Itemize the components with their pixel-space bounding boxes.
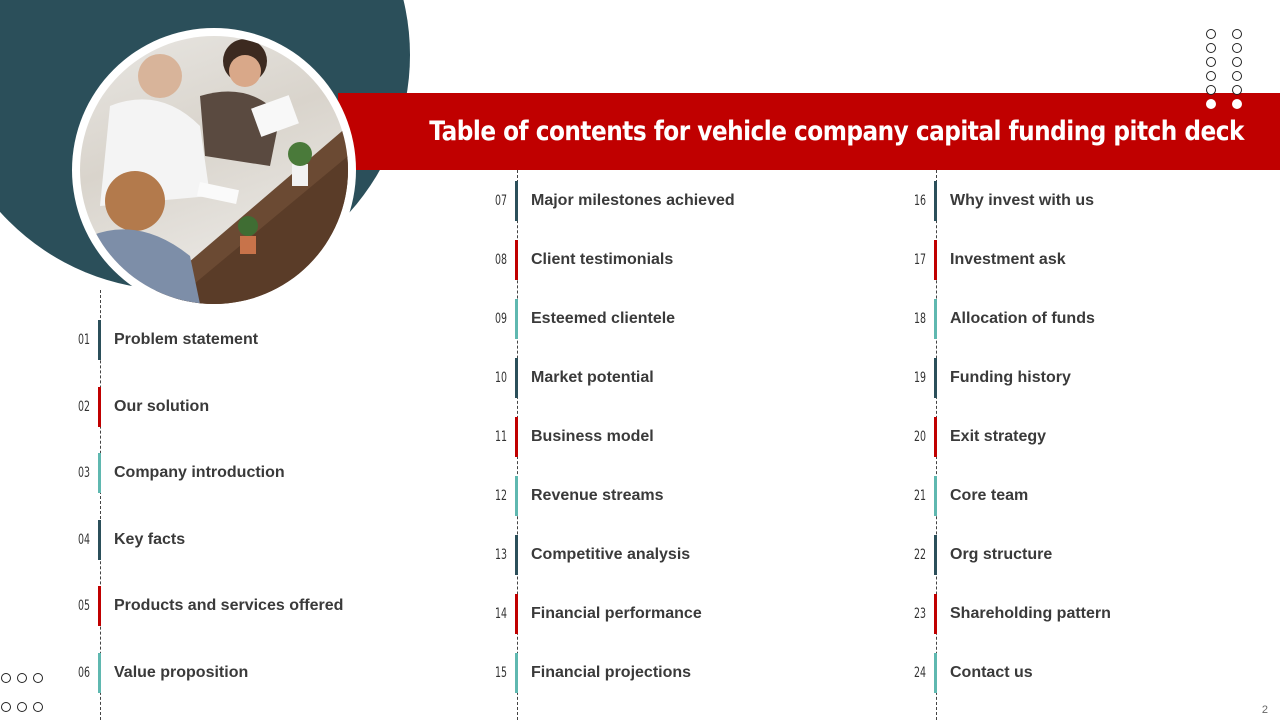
- toc-item-number: 11: [494, 429, 507, 445]
- toc-item-accent-bar: [515, 653, 518, 693]
- toc-item-number: 01: [77, 332, 90, 348]
- toc-item-accent-bar: [98, 387, 101, 427]
- toc-item[interactable]: [477, 358, 857, 398]
- toc-item[interactable]: [477, 240, 857, 280]
- toc-item-number: 08: [494, 252, 507, 268]
- slide-title: Table of contents for vehicle company capital funding pitch deck: [429, 116, 1244, 147]
- toc-item-number: 18: [913, 311, 926, 327]
- toc-item[interactable]: [60, 520, 440, 560]
- toc-item-label: Shareholding pattern: [950, 605, 1111, 622]
- toc-item[interactable]: [60, 653, 440, 693]
- toc-item-number: 19: [913, 370, 926, 386]
- toc-item-accent-bar: [515, 240, 518, 280]
- toc-item[interactable]: [477, 594, 857, 634]
- toc-item-label: Why invest with us: [950, 192, 1095, 209]
- toc-item-number: 14: [494, 606, 507, 622]
- toc-item-accent-bar: [515, 594, 518, 634]
- toc-item-accent-bar: [934, 299, 937, 339]
- toc-item-number: 07: [494, 193, 507, 209]
- toc-item-accent-bar: [98, 653, 101, 693]
- toc-item-label: Revenue streams: [531, 487, 664, 504]
- toc-item-label: Financial performance: [531, 605, 702, 622]
- toc-item[interactable]: [896, 358, 1276, 398]
- toc-item-number: 23: [913, 606, 926, 622]
- toc-item-number: 06: [77, 665, 90, 681]
- toc-item-number: 04: [77, 531, 90, 548]
- toc-item[interactable]: [60, 320, 440, 360]
- toc-item-number: 24: [913, 665, 926, 681]
- dot-grid-decoration: [1206, 29, 1250, 113]
- toc-item-label: Market potential: [531, 369, 654, 386]
- toc-item-number: 05: [77, 598, 90, 615]
- toc-item-label: Financial projections: [531, 664, 692, 681]
- toc-item-label: Products and services offered: [114, 597, 344, 615]
- toc-item[interactable]: [477, 299, 857, 339]
- toc-item-number: 13: [494, 547, 507, 563]
- toc-item-label: Problem statement: [114, 331, 259, 348]
- toc-item-accent-bar: [934, 240, 937, 280]
- toc-item-label: Contact us: [950, 664, 1033, 681]
- toc-item[interactable]: [477, 653, 857, 693]
- toc-item-accent-bar: [934, 535, 937, 575]
- toc-item-accent-bar: [934, 358, 937, 398]
- toc-item-number: 10: [494, 370, 507, 386]
- toc-item-accent-bar: [934, 476, 937, 516]
- toc-item-label: Business model: [531, 428, 654, 445]
- toc-item[interactable]: [896, 240, 1276, 280]
- toc-item-number: 21: [913, 488, 926, 504]
- toc-item[interactable]: [60, 387, 440, 427]
- toc-item-accent-bar: [934, 181, 937, 221]
- toc-item-accent-bar: [515, 299, 518, 339]
- toc-item-accent-bar: [934, 417, 937, 457]
- toc-item-number: 03: [77, 465, 90, 482]
- toc-item[interactable]: [896, 476, 1276, 516]
- toc-item-label: Esteemed clientele: [531, 310, 676, 327]
- toc-item[interactable]: [477, 417, 857, 457]
- toc-item-label: Company introduction: [114, 464, 285, 482]
- toc-item-label: Org structure: [950, 546, 1053, 563]
- toc-item-label: Major milestones achieved: [531, 192, 735, 209]
- toc-item-accent-bar: [934, 653, 937, 693]
- toc-item-label: Key facts: [114, 530, 186, 548]
- toc-item-label: Our solution: [114, 397, 210, 415]
- toc-item[interactable]: [896, 181, 1276, 221]
- toc-item-number: 15: [494, 665, 507, 681]
- toc-item-accent-bar: [98, 586, 101, 626]
- toc-item[interactable]: [60, 586, 440, 626]
- toc-item-label: Value proposition: [114, 664, 249, 681]
- toc-item-accent-bar: [98, 320, 101, 360]
- toc-item[interactable]: [477, 181, 857, 221]
- toc-item-number: 12: [494, 488, 507, 504]
- toc-item[interactable]: [477, 535, 857, 575]
- toc-item[interactable]: [896, 417, 1276, 457]
- team-meeting-photo: [80, 36, 348, 304]
- toc-item[interactable]: [896, 594, 1276, 634]
- toc-item-label: Allocation of funds: [950, 310, 1095, 327]
- toc-item[interactable]: [896, 535, 1276, 575]
- toc-item-accent-bar: [515, 417, 518, 457]
- toc-item-number: 17: [913, 252, 926, 268]
- page-number: 2: [1261, 704, 1268, 716]
- toc-item[interactable]: [60, 453, 440, 493]
- toc-item-accent-bar: [98, 453, 101, 493]
- toc-item-accent-bar: [515, 535, 518, 575]
- toc-item-accent-bar: [515, 358, 518, 398]
- toc-item-number: 22: [913, 547, 926, 563]
- toc-item-label: Funding history: [950, 369, 1071, 386]
- corner-dot-decoration: [0, 672, 48, 716]
- toc-item-number: 02: [77, 398, 90, 415]
- toc-item-accent-bar: [98, 520, 101, 560]
- toc-item-label: Core team: [950, 487, 1029, 504]
- toc-item-accent-bar: [515, 476, 518, 516]
- toc-item-accent-bar: [515, 181, 518, 221]
- toc-item-number: 09: [494, 311, 507, 327]
- toc-item-number: 16: [913, 193, 926, 209]
- toc-item[interactable]: [896, 653, 1276, 693]
- toc-item-label: Exit strategy: [950, 428, 1047, 445]
- toc-item[interactable]: [896, 299, 1276, 339]
- toc-item-label: Investment ask: [950, 251, 1066, 268]
- toc-item-label: Client testimonials: [531, 251, 674, 268]
- toc-item[interactable]: [477, 476, 857, 516]
- toc-item-label: Competitive analysis: [531, 546, 691, 563]
- toc-item-accent-bar: [934, 594, 937, 634]
- toc-item-number: 20: [913, 429, 926, 445]
